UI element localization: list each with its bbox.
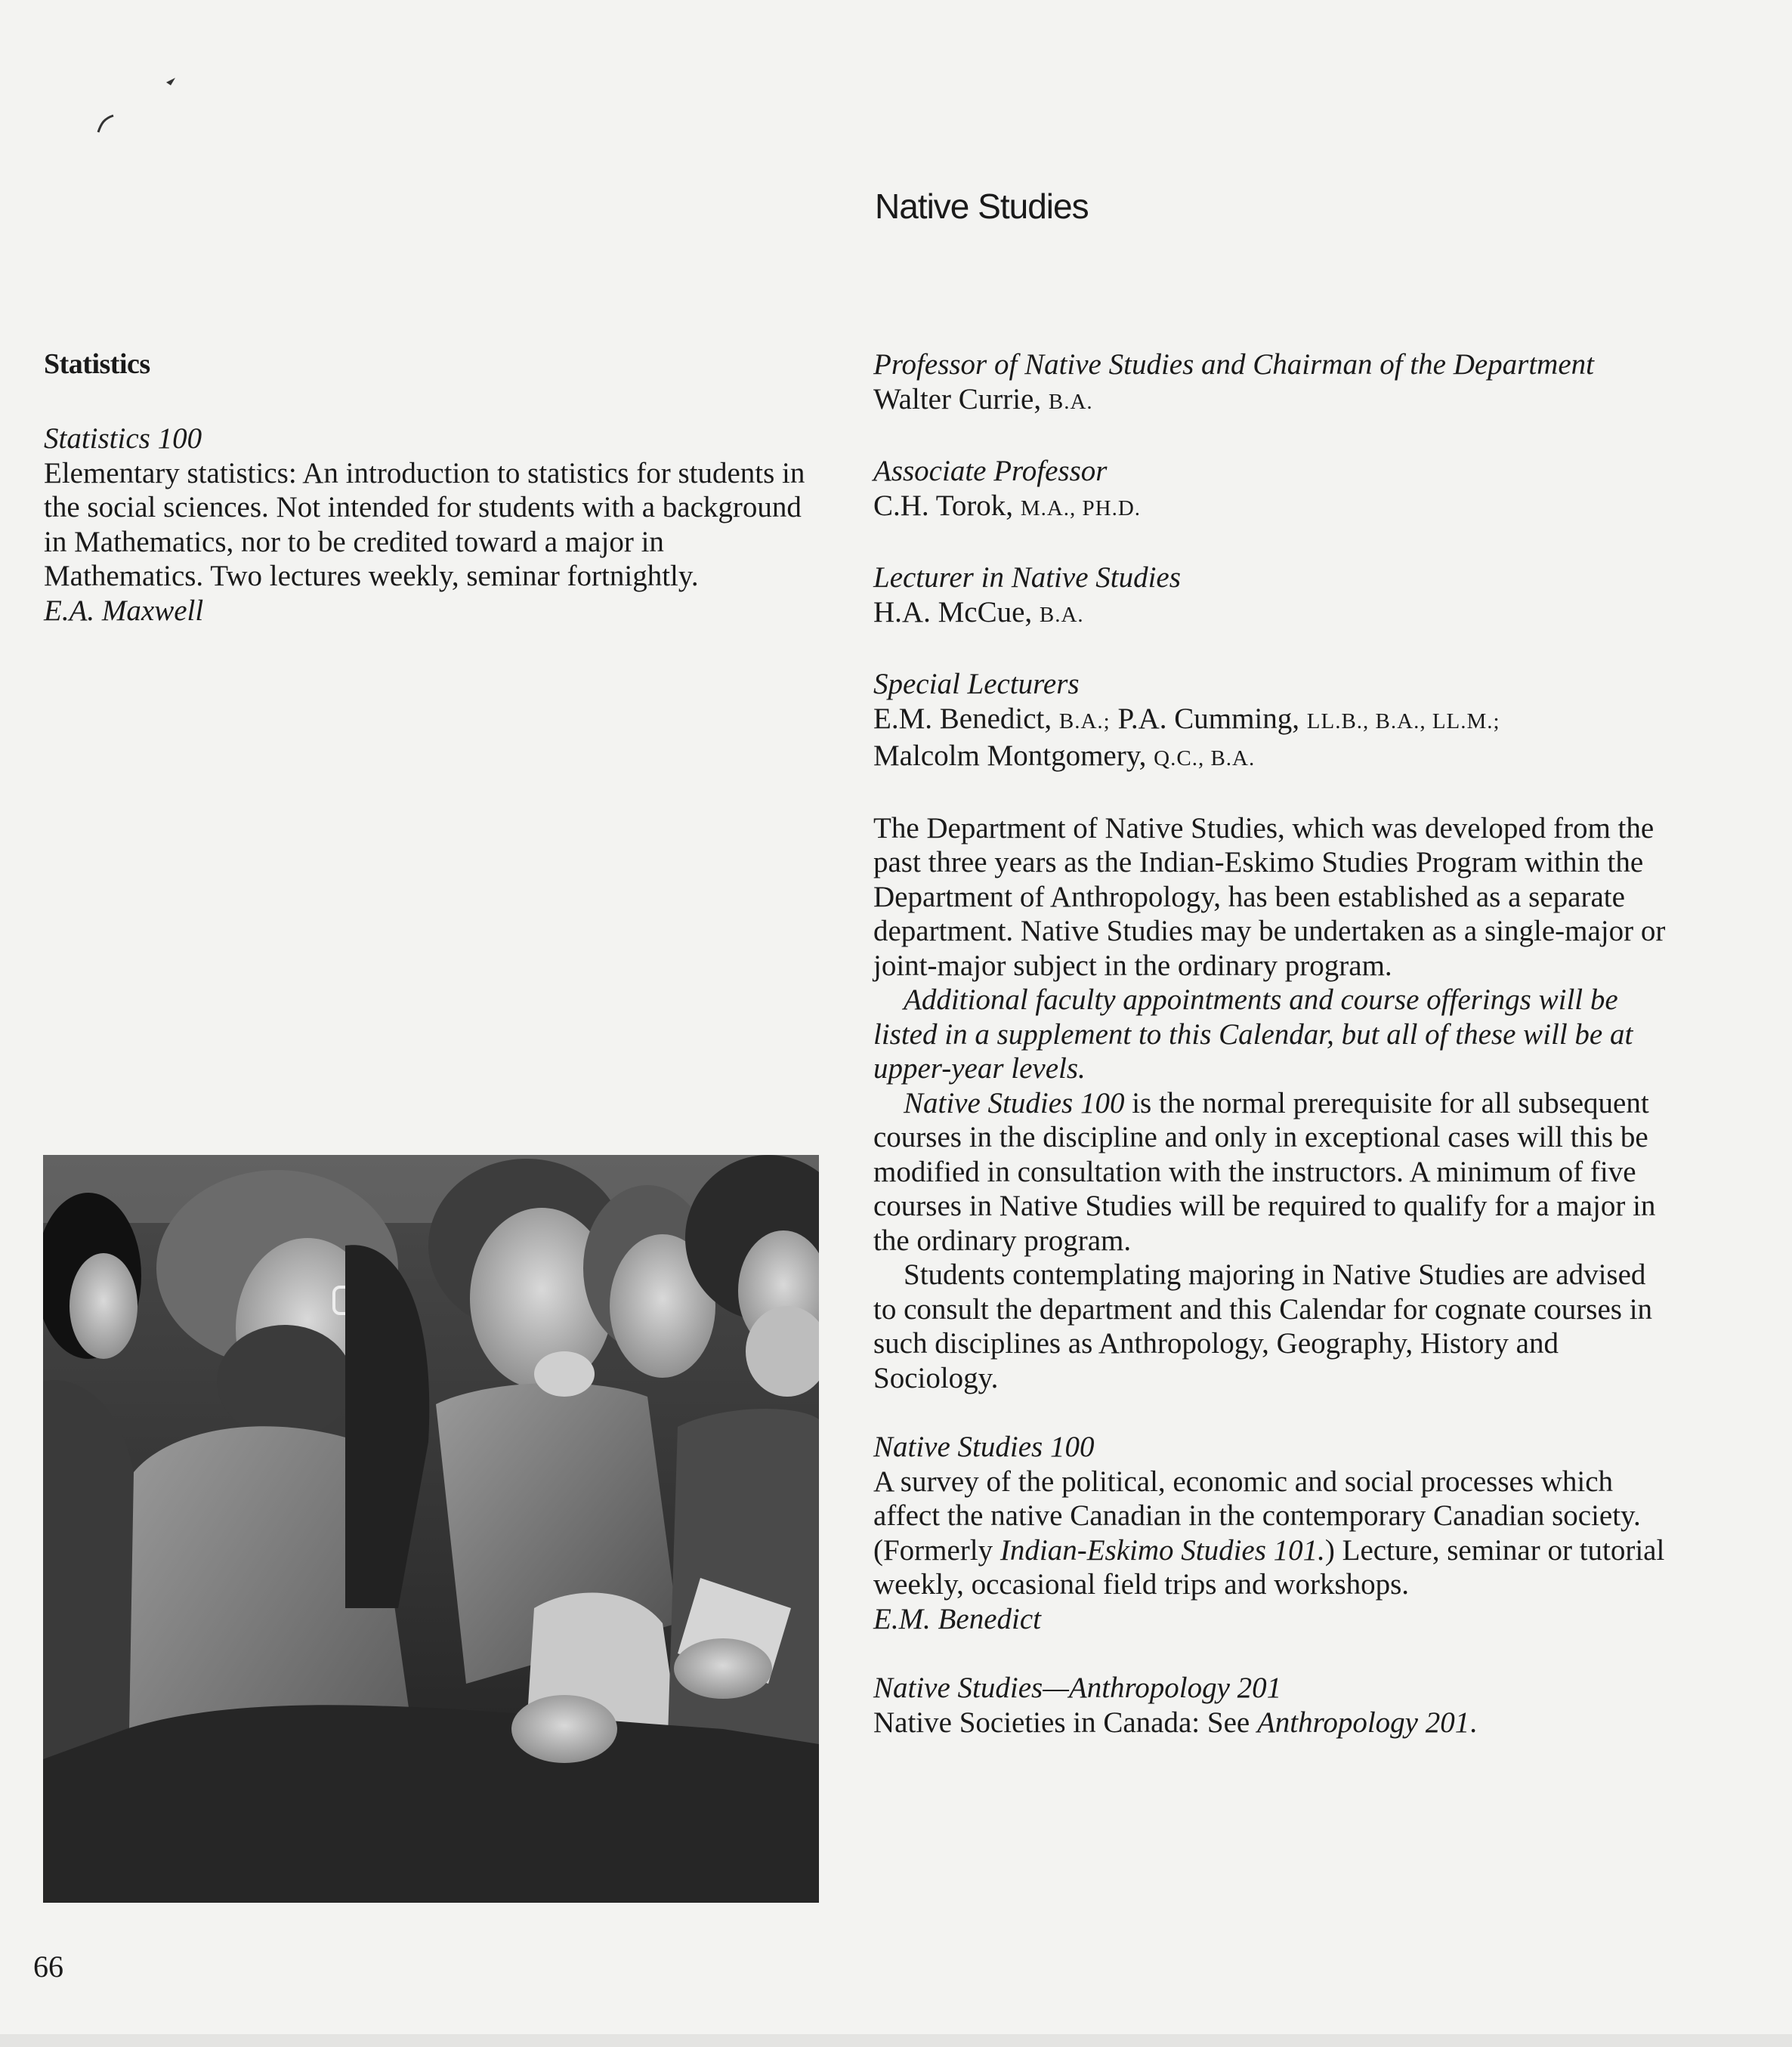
faculty-credentials: B.A. <box>1048 389 1093 414</box>
course-title: Native Studies—Anthropology 201 <box>873 1672 1282 1704</box>
native-studies-content <box>873 347 1674 1740</box>
course-title: Statistics 100 <box>44 422 202 455</box>
faculty-credentials: M.A., PH.D. <box>1020 496 1142 520</box>
lecturer-name: P.A. Cumming, <box>1117 702 1300 735</box>
description-text: . <box>1469 1706 1477 1739</box>
page-number: 66 <box>33 1950 63 1984</box>
course-entry <box>873 1671 1674 1740</box>
lecturer-credentials: Q.C., B.A. <box>1154 746 1256 770</box>
students-photo <box>43 1155 819 1903</box>
course-instructor: E.M. Benedict <box>873 1602 1041 1635</box>
department-paragraph: Students contemplating majoring in Native Studies are advised to consult the department and this Calendar for cognate courses in such disciplines as Anthropology, Geography, History and Sociology. <box>873 1258 1653 1394</box>
faculty-credentials: B.A. <box>1039 602 1084 627</box>
faculty-entry <box>873 454 1674 526</box>
faculty-name: C.H. Torok, <box>873 489 1014 522</box>
course-title: Native Studies 100 <box>873 1431 1095 1463</box>
description-text: ) Lecture, seminar or tutorial weekly, occasional field trips and workshops. <box>873 1533 1665 1601</box>
special-lecturers-role: Special Lecturers <box>873 668 1080 700</box>
faculty-name-line <box>873 382 1674 420</box>
faculty-name: Walter Currie, <box>873 382 1042 415</box>
course-description <box>873 1465 1674 1602</box>
faculty-role: Associate Professor <box>873 455 1108 487</box>
faculty-entry <box>873 560 1674 632</box>
lecturer-credentials: LL.B., B.A., LL.M.; <box>1306 709 1500 733</box>
department-paragraph <box>873 1086 1674 1258</box>
lecturer-name: E.M. Benedict, <box>873 702 1052 735</box>
statistics-heading: Statistics <box>44 348 150 380</box>
section-title: Native Studies <box>875 187 1089 226</box>
special-lecturers <box>873 667 1674 777</box>
stray-pen-mark <box>91 72 181 140</box>
course-reference: Indian-Eskimo Studies 101. <box>1000 1533 1325 1567</box>
faculty-name-line <box>873 489 1674 526</box>
faculty-name-line <box>873 595 1674 633</box>
course-description: Elementary statistics: An introduction to statistics for students in the social sciences. Not intended for students with a background in Mathematics, nor to be credited toward a major in Mathematics. Two lectures weekly, seminar fortnightly. <box>44 456 805 592</box>
lecturer-credentials: B.A.; <box>1058 709 1111 733</box>
scan-edge <box>0 2034 1792 2047</box>
special-lecturers-line <box>873 739 1674 777</box>
lecturer-name: Malcolm Montgomery, <box>873 739 1147 772</box>
faculty-name: H.A. McCue, <box>873 595 1033 628</box>
description-text: A survey of the political, economic and social processes which affect the native Canadian in the contemporary Canadian society. (Formerly <box>873 1465 1641 1567</box>
course-instructor: E.A. Maxwell <box>44 594 204 627</box>
course-reference: Native Studies 100 <box>904 1086 1125 1119</box>
course-description <box>873 1706 1674 1740</box>
paragraph-text: is the normal prerequisite for all subsequent courses in the discipline and only in exceptional cases will this be modified in consultation with the instructors. A minimum of five courses in Native Studies will be required to qualify for a major in the ordinary program. <box>873 1086 1656 1257</box>
statistics-section <box>44 347 822 628</box>
faculty-role: Professor of Native Studies and Chairman of the Department <box>873 348 1594 381</box>
faculty-role: Lecturer in Native Studies <box>873 561 1181 594</box>
faculty-entry <box>873 347 1674 419</box>
description-text: Native Societies in Canada: See <box>873 1706 1257 1739</box>
department-paragraph: The Department of Native Studies, which was developed from the past three years as the Indian-Eskimo Studies Program within the Department of Anthropology, has been established as a separate department. Native Studies may be undertaken as a single-major or joint-major subject in the ordinary program. <box>873 811 1666 982</box>
course-entry <box>873 1430 1674 1636</box>
department-paragraph: Additional faculty appointments and course offerings will be listed in a supplement to this Calendar, but all of these will be at upper-year levels. <box>873 983 1633 1085</box>
course-reference: Anthropology 201 <box>1256 1706 1470 1739</box>
special-lecturers-line <box>873 702 1674 739</box>
